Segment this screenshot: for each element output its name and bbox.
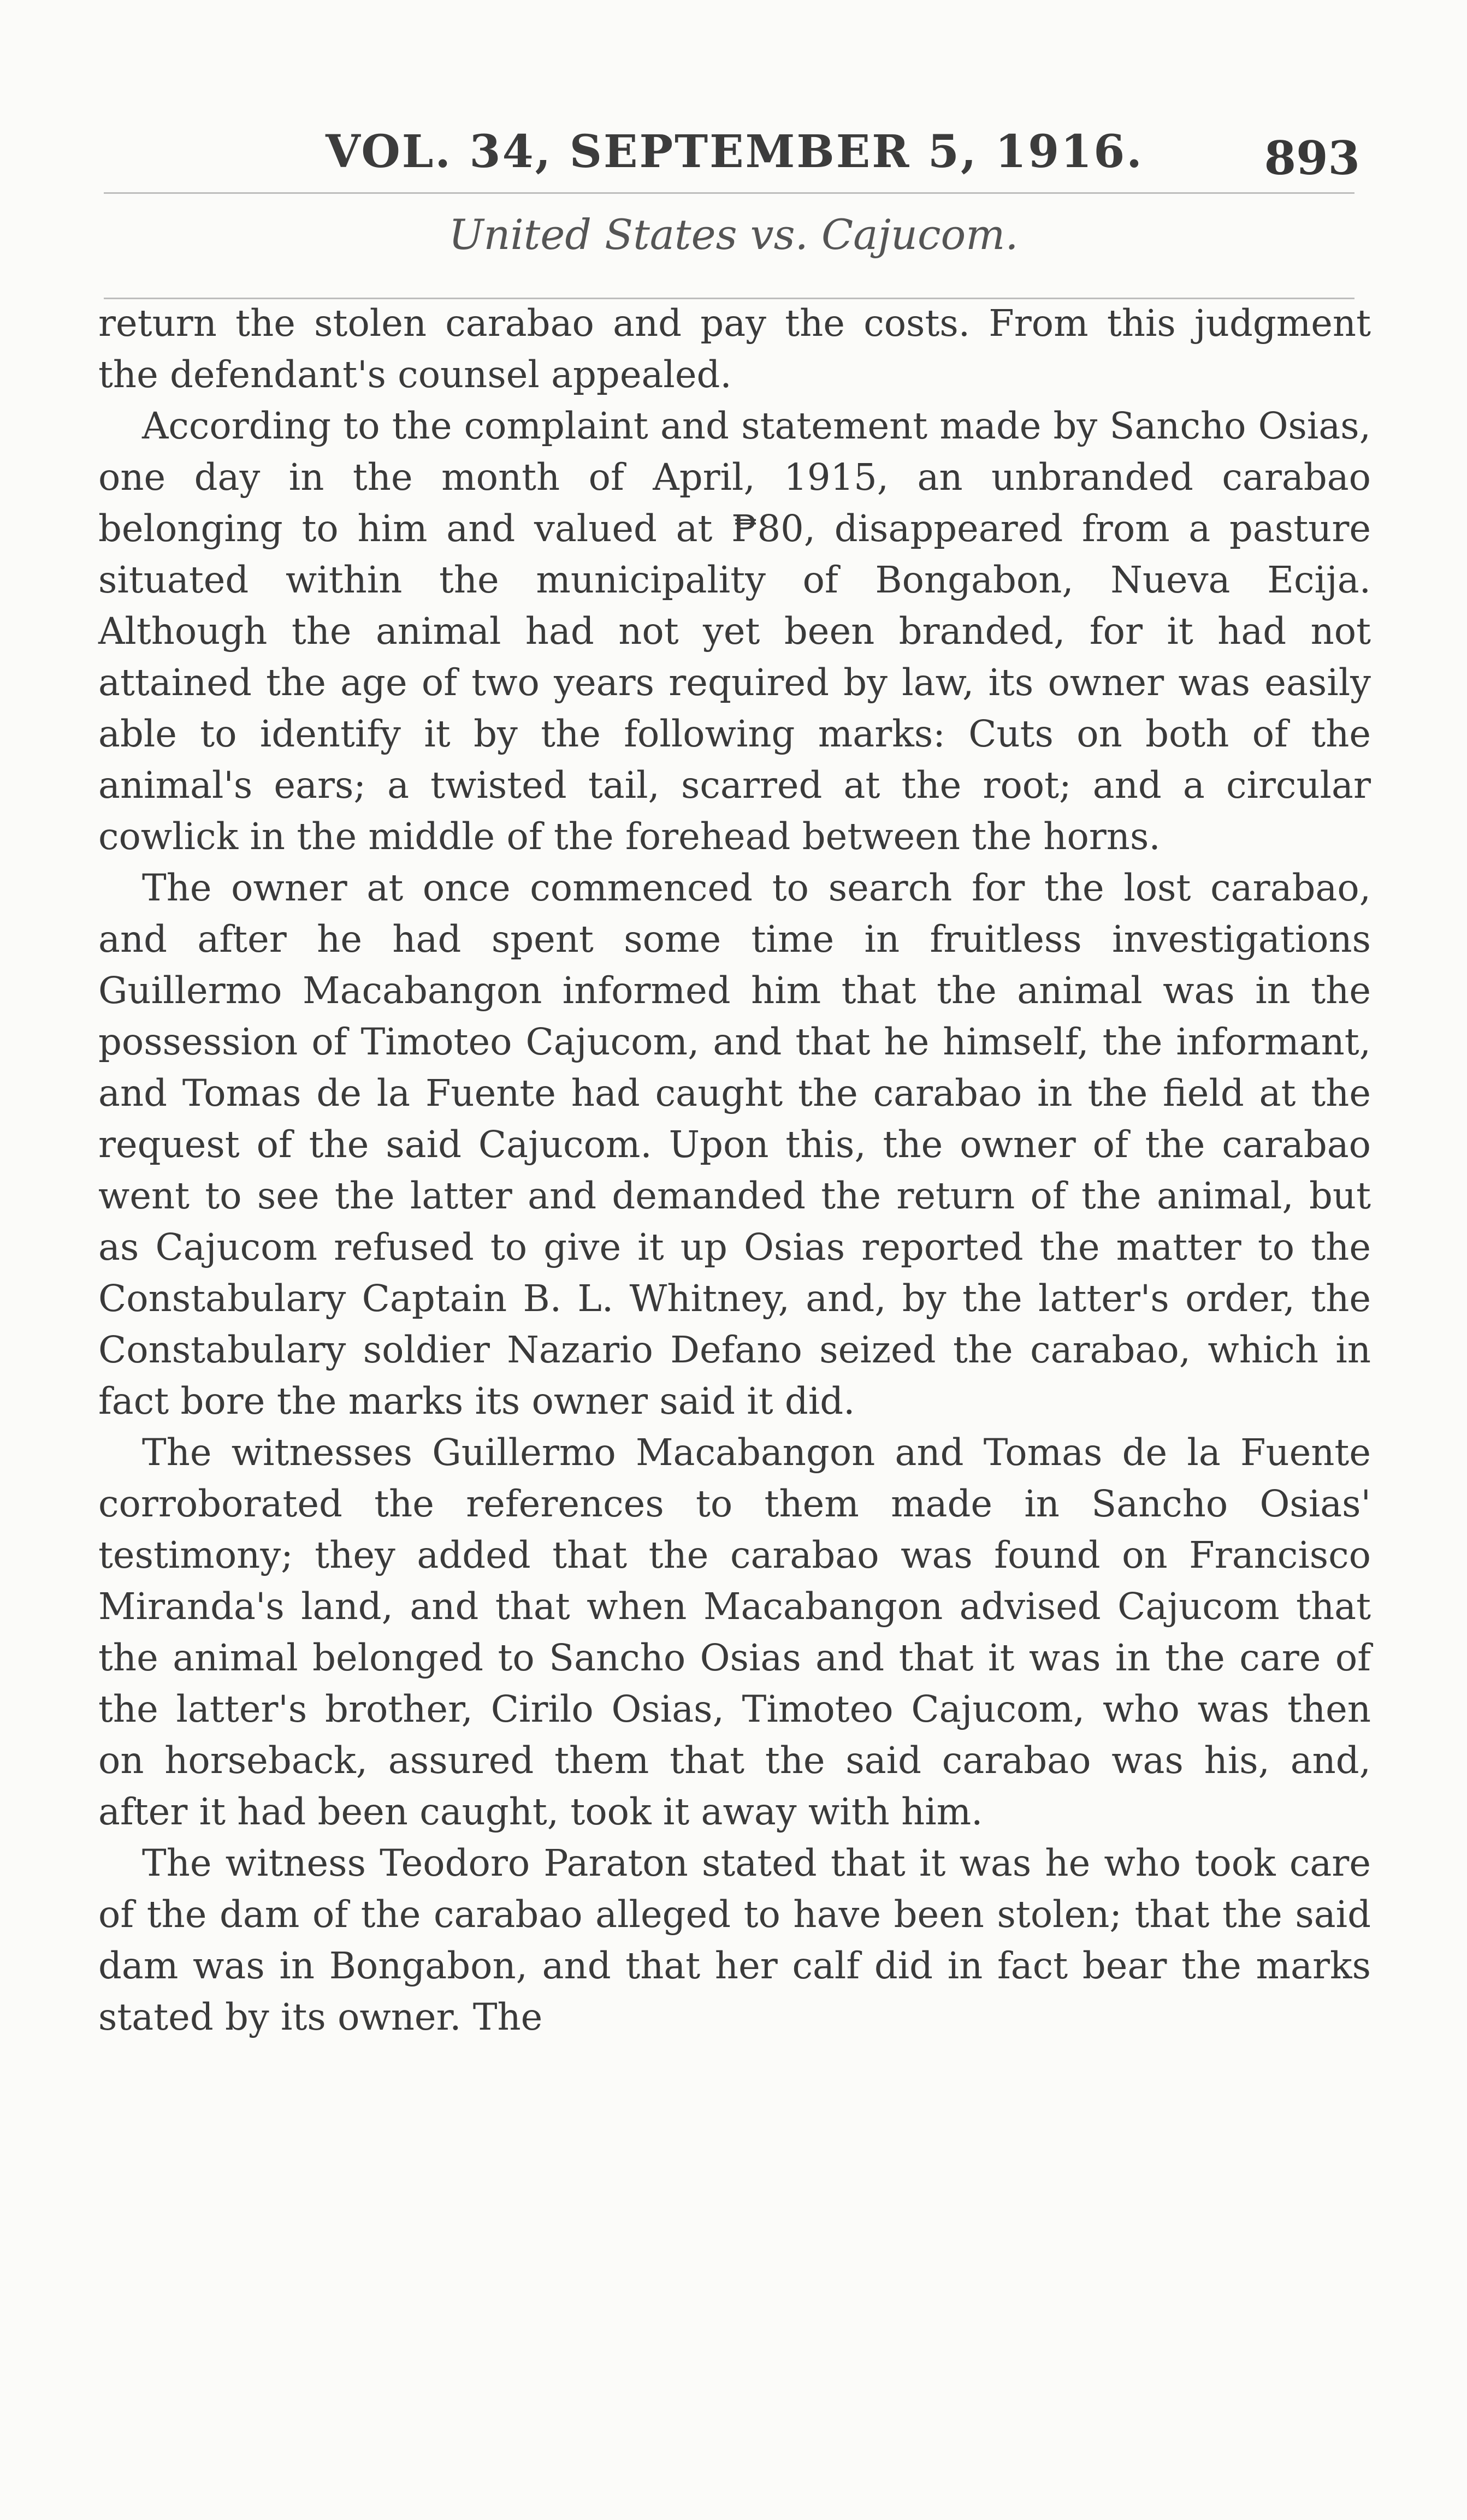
paragraph: The owner at once commenced to search for the lost carabao, and after he had spent some time in fruitless investigations Guillermo Macabangon informed him that the animal was in the possession of Timoteo Cajucom, and that he himself, the informant, and Tomas de la Fuente had caught the carabao in the field at the request of the said Cajucom. Upon this, the owner of the carabao went to see the latter and demanded the return of the animal, but as Cajucom refused to give it up Osias reported the matter to the Constabulary Captain B. L. Whitney, and, by the latter's order, the Constabulary soldier Nazario Defano seized the carabao, which in fact bore the marks its owner said it did.	[98, 867, 1371, 1422]
paragraph: The witnesses Guillermo Macabangon and Tomas de la Fuente corroborated the references to them made in Sancho Osias' testimony; they added that the carabao was found on Francisco Miranda's land, and that when Macabangon advised Cajucom that the animal belonged to Sancho Osias and that it was in the care of the latter's brother, Cirilo Osias, Timoteo Cajucom, who was then on horseback, assured them that the said carabao was his, and, after it had been caught, took it away with him.	[98, 1431, 1371, 1833]
running-head: VOL. 34, SEPTEMBER 5, 1916.	[326, 126, 1144, 178]
page-header	[98, 115, 1371, 197]
body-text	[98, 298, 1371, 2043]
paragraph: The witness Teodoro Paraton stated that it was he who took care of the dam of the carabao alleged to have been stolen; that the said dam was in Bongabon, and that her calf did in fact bear the marks stated by its owner. The	[98, 1842, 1371, 2038]
page-number: 893	[1264, 131, 1360, 185]
case-title: United States vs. Cajucom.	[448, 210, 1019, 259]
header-rule	[104, 192, 1354, 194]
paragraph-continuation: return the stolen carabao and pay the costs. From this judgment the defendant's counsel appealed.	[98, 302, 1371, 396]
paragraph: According to the complaint and statement made by Sancho Osias, one day in the month of April, 1915, an unbranded carabao belonging to him and valued at ₱80, disappeared from a pasture situated within the municipality of Bongabon, Nueva Ecija. Although the animal had not yet been branded, for it had not attained the age of two years required by law, its owner was easily able to identify it by the following marks: Cuts on both of the animal's ears; a twisted tail, scarred at the root; and a circular cowlick in the middle of the forehead between the horns.	[98, 405, 1371, 858]
